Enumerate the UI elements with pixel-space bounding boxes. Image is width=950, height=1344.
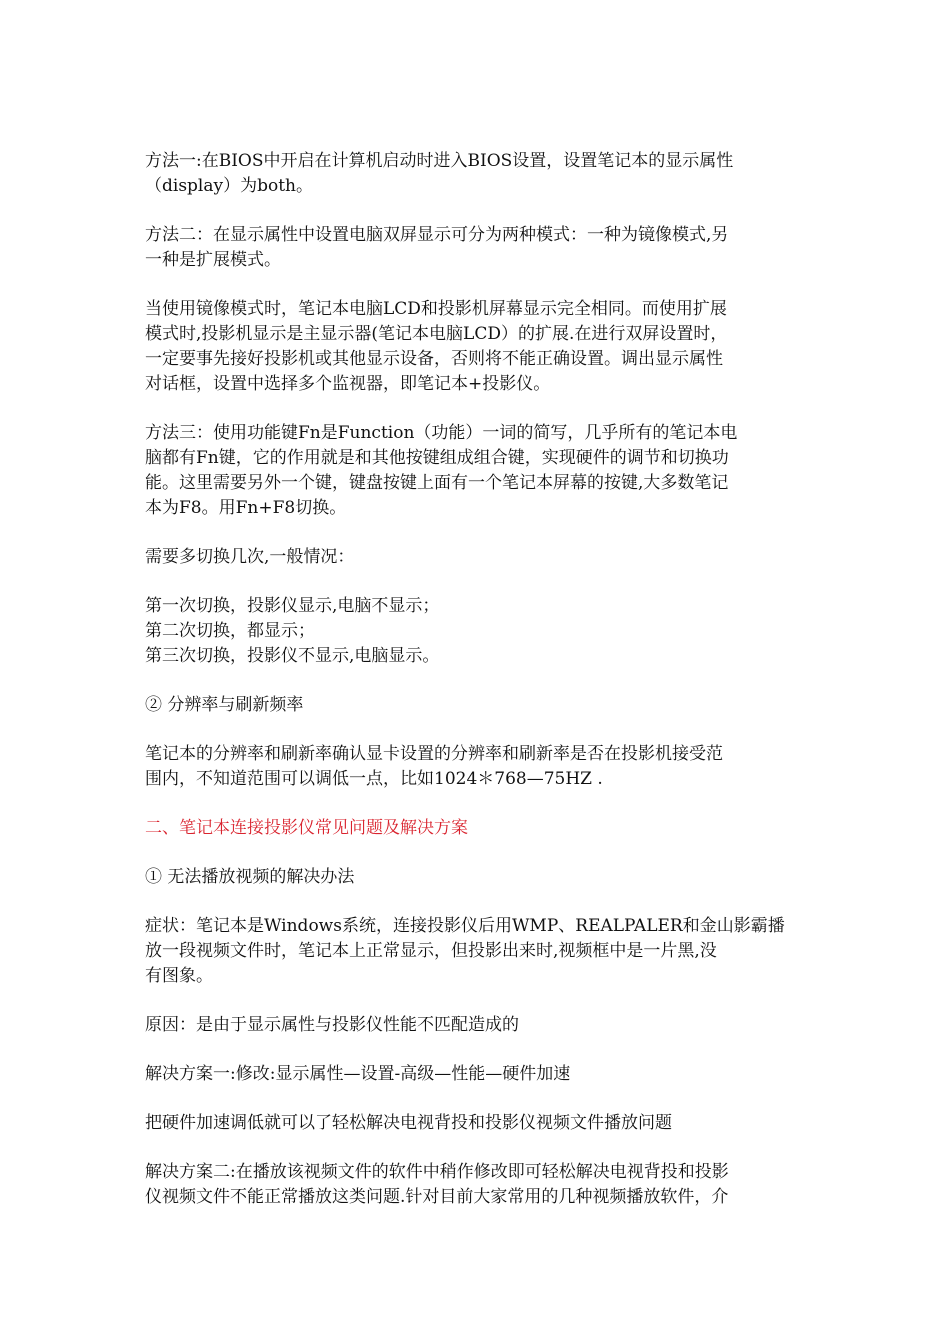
- text-line: 对话框，设置中选择多个监视器，即笔记本+投影仪。: [145, 374, 551, 394]
- text-line: 解决方案一:修改:显示属性—设置-高级—性能—硬件加速: [145, 1064, 571, 1084]
- text-line: 笔记本的分辨率和刷新率确认显卡设置的分辨率和刷新率是否在投影机接受范: [145, 744, 723, 764]
- text-line: 一定要事先接好投影机或其他显示设备，否则将不能正确设置。调出显示属性: [145, 349, 723, 369]
- text-line: 方法一:在BIOS中开启在计算机启动时进入BIOS设置，设置笔记本的显示属性: [145, 151, 734, 171]
- text-line: ② 分辨率与刷新频率: [145, 695, 304, 715]
- list-item: 第一次切换，投影仪显示,电脑不显示；: [145, 596, 440, 616]
- text-line: 原因：是由于显示属性与投影仪性能不匹配造成的: [145, 1015, 519, 1035]
- paragraph-method-2: [145, 223, 810, 273]
- text-line: 当使用镜像模式时，笔记本电脑LCD和投影机屏幕显示完全相同。而使用扩展: [145, 299, 727, 319]
- text-line: 一种是扩展模式。: [145, 250, 281, 270]
- text-line: 方法二：在显示属性中设置电脑双屏显示可分为两种模式：一种为镜像模式,另: [145, 225, 729, 245]
- paragraph-cause: [145, 1013, 810, 1038]
- paragraph-method-1: [145, 149, 810, 199]
- list-item: 第二次切换，都显示；: [145, 621, 315, 641]
- text-line: 二、笔记本连接投影仪常见问题及解决方案: [145, 818, 468, 838]
- text-line: 需要多切换几次,一般情况：: [145, 547, 355, 567]
- text-line: ① 无法播放视频的解决办法: [145, 867, 355, 887]
- list-item: 第三次切换，投影仪不显示,电脑显示。: [145, 646, 440, 666]
- paragraph-mirror-mode: [145, 297, 810, 397]
- text-line: 有图象。: [145, 966, 213, 986]
- text-line: 症状：笔记本是Windows系统，连接投影仪后用WMP、REALPALER和金山影霸播: [145, 916, 785, 936]
- paragraph-solution-2: [145, 1160, 810, 1210]
- text-line: （display）为both。: [145, 176, 313, 196]
- section-heading: [145, 816, 810, 841]
- subheading-resolution: [145, 693, 810, 718]
- subheading-video: [145, 865, 810, 890]
- text-line: 脑都有Fn键，它的作用就是和其他按键组成组合键，实现硬件的调节和切换功: [145, 448, 729, 468]
- text-line: 方法三：使用功能键Fn是Function（功能）一词的简写，几乎所有的笔记本电: [145, 423, 738, 443]
- document-body: [145, 149, 810, 1210]
- text-line: 把硬件加速调低就可以了轻松解决电视背投和投影仪视频文件播放问题: [145, 1113, 672, 1133]
- text-line: 围内，不知道范围可以调低一点，比如1024＊768—75HZ .: [145, 769, 603, 789]
- paragraph-symptom: [145, 914, 810, 989]
- paragraph-switch-list: [145, 594, 810, 669]
- text-line: 本为F8。用Fn+F8切换。: [145, 498, 347, 518]
- paragraph-solution-1-detail: [145, 1111, 810, 1136]
- paragraph-switch-intro: [145, 545, 810, 570]
- paragraph-method-3: [145, 421, 810, 521]
- text-line: 模式时,投影机显示是主显示器(笔记本电脑LCD）的扩展.在进行双屏设置时，: [145, 324, 728, 344]
- text-line: 解决方案二:在播放该视频文件的软件中稍作修改即可轻松解决电视背投和投影: [145, 1162, 729, 1182]
- text-line: 能。这里需要另外一个键，键盘按键上面有一个笔记本屏幕的按键,大多数笔记: [145, 473, 729, 493]
- text-line: 仪视频文件不能正常播放这类问题.针对目前大家常用的几种视频播放软件，介: [145, 1187, 729, 1207]
- text-line: 放一段视频文件时，笔记本上正常显示，但投影出来时,视频框中是一片黑,没: [145, 941, 717, 961]
- paragraph-resolution: [145, 742, 810, 792]
- paragraph-solution-1: [145, 1062, 810, 1087]
